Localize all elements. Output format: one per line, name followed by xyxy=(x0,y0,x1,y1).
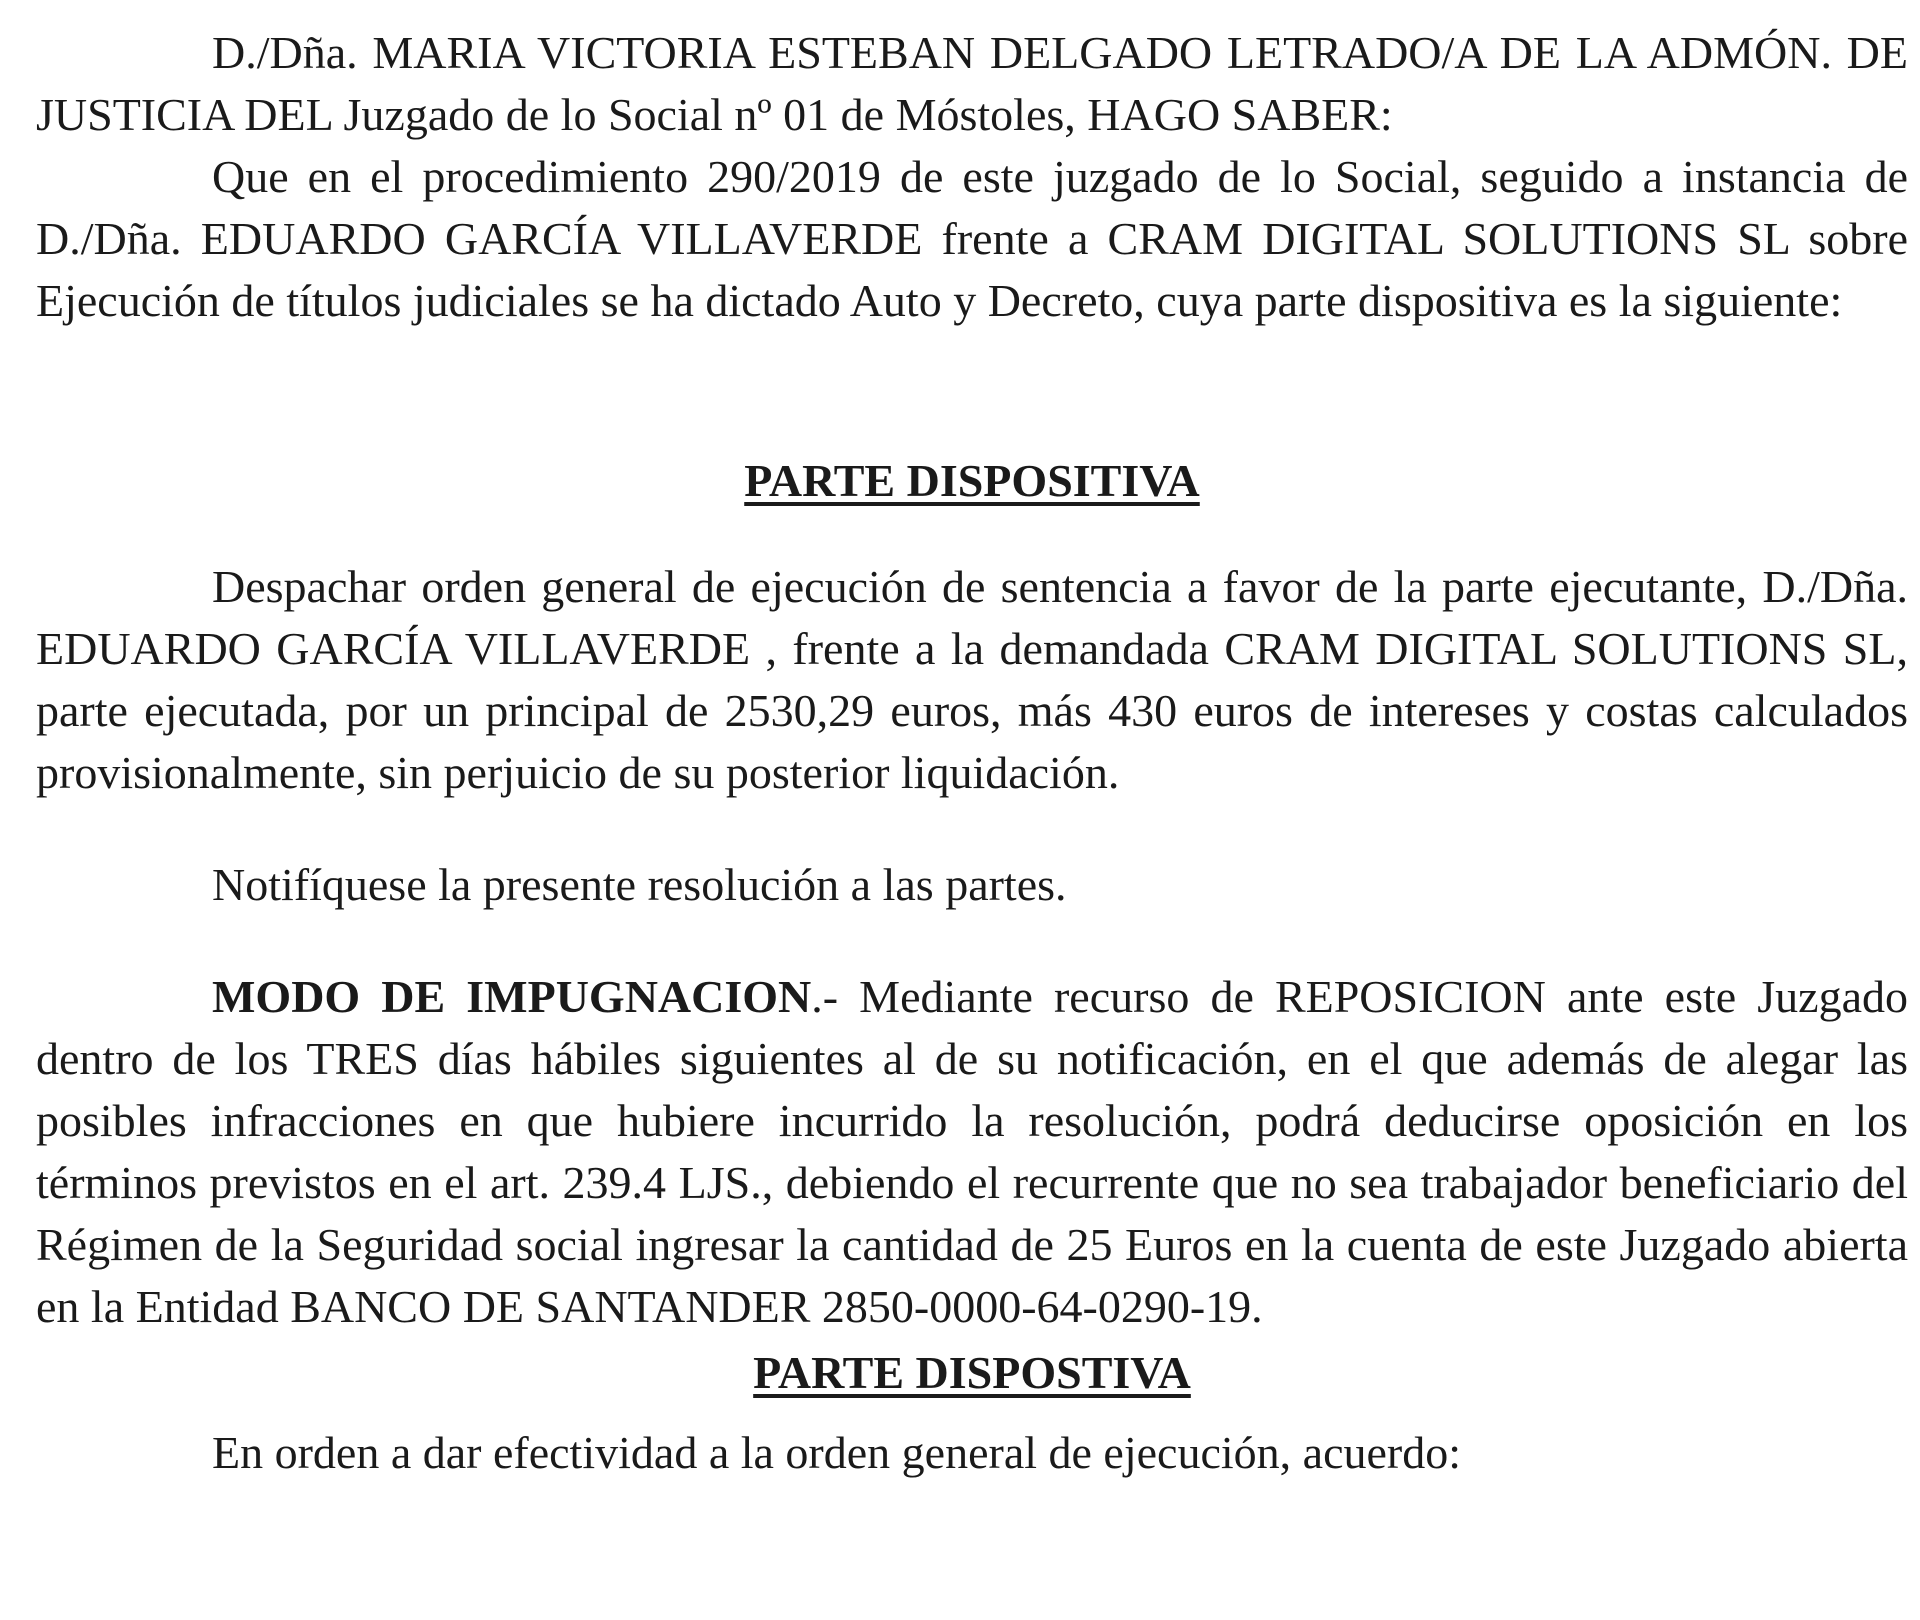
document-page xyxy=(36,22,1908,1484)
procedure-paragraph: Que en el procedimiento 290/2019 de este juzgado de lo Social, seguido a instancia de D./Dña. EDUARDO GARCÍA VILLAVERDE frente a CRAM DIGITAL SOLUTIONS SL sobre Ejecución de títulos judiciales se ha dictado Auto y Decreto, cuya parte dispositiva es la siguiente: xyxy=(36,151,1908,326)
heading-parte-dispositiva: PARTE DISPOSITIVA xyxy=(744,455,1200,506)
spacer xyxy=(36,916,1908,966)
intro-paragraph: D./Dña. MARIA VICTORIA ESTEBAN DELGADO LETRADO/A DE LA ADMÓN. DE JUSTICIA DEL Juzgado de lo Social nº 01 de Móstoles, HAGO SABER: xyxy=(36,27,1908,140)
order-paragraph: Despachar orden general de ejecución de sentencia a favor de la parte ejecutante, D./Dña. EDUARDO GARCÍA VILLAVERDE , frente a la demandada CRAM DIGITAL SOLUTIONS SL, parte ejecutada, por un principal de 2530,29 euros, más 430 euros de intereses y costas calculados provisionalmente, sin perjuicio de su posterior liquidación. xyxy=(36,561,1908,798)
closing-paragraph: En orden a dar efectividad a la orden general de ejecución, acuerdo: xyxy=(212,1427,1462,1478)
appeal-text: .- Mediante recurso de REPOSICION ante este Juzgado dentro de los TRES días hábiles siguientes al de su notificación, en el que además de alegar las posibles infracciones en que hubiere incurrido la resolución, podrá deducirse oposición en los términos previstos en el art. 239.4 LJS., debiendo el recurrente que no sea trabajador beneficiario del Régimen de la Seguridad social ingresar la cantidad de 25 Euros en la cuenta de este Juzgado abierta en la Entidad BANCO DE SANTANDER 2850-0000-64-0290-19. xyxy=(36,971,1909,1332)
spacer xyxy=(36,1404,1908,1422)
appeal-paragraph xyxy=(36,966,1908,1338)
appeal-label: MODO DE IMPUGNACION xyxy=(212,971,812,1022)
heading-parte-dispostiva: PARTE DISPOSTIVA xyxy=(753,1347,1191,1398)
spacer xyxy=(36,332,1908,450)
spacer xyxy=(36,804,1908,854)
spacer xyxy=(36,512,1908,556)
notify-paragraph: Notifíquese la presente resolución a las partes. xyxy=(212,859,1067,910)
